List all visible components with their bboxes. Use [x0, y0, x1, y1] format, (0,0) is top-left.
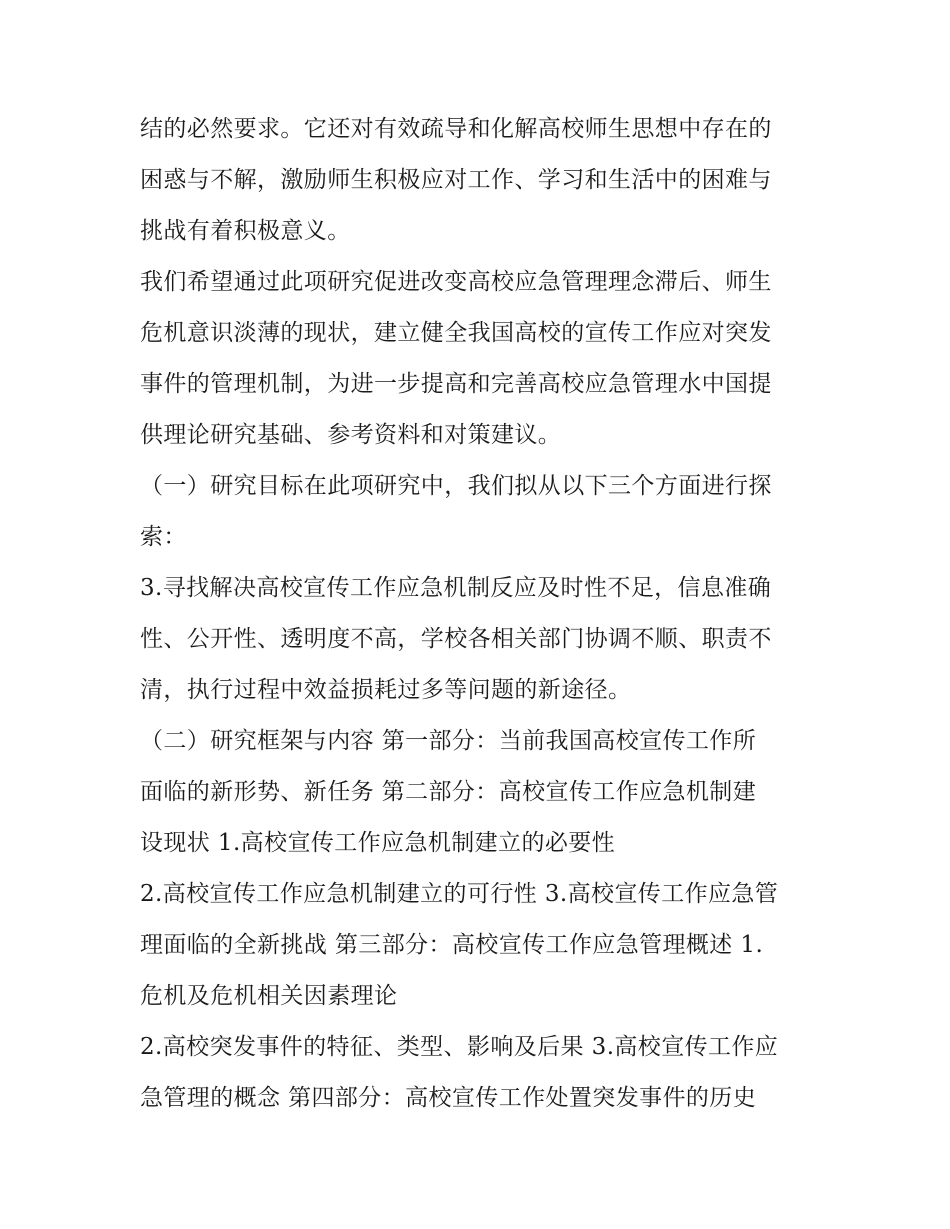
text-line-4: 我们希望通过此项研究促进改变高校应急管理理念滞后、师生 — [140, 269, 772, 295]
text-line-10: 3.寻找解决高校宣传工作应急机制反应及时性不足，信息准确 — [140, 575, 772, 601]
text-line-6: 事件的管理机制，为进一步提高和完善高校应急管理水中国提 — [140, 371, 772, 397]
text-line-1: 结的必然要求。它还对有效疏导和化解高校师生思想中存在的 — [140, 116, 772, 142]
text-line-15: 设现状 1.高校宣传工作应急机制建立的必要性 — [140, 830, 616, 856]
text-line-13: （二）研究框架与内容 第一部分：当前我国高校宣传工作所 — [140, 728, 757, 754]
text-line-8: （一）研究目标在此项研究中，我们拟从以下三个方面进行探 — [140, 473, 772, 499]
text-line-12: 清，执行过程中效益损耗过多等问题的新途径。 — [140, 677, 632, 703]
text-line-16: 2.高校宣传工作应急机制建立的可行性 3.高校宣传工作应急管 — [140, 881, 779, 907]
text-line-7: 供理论研究基础、参考资料和对策建议。 — [140, 422, 562, 448]
text-line-14: 面临的新形势、新任务 第二部分：高校宣传工作应急机制建 — [140, 779, 757, 805]
text-line-2: 困惑与不解，激励师生积极应对工作、学习和生活中的困难与 — [140, 167, 772, 193]
text-line-18: 危机及危机相关因素理论 — [140, 983, 398, 1009]
text-line-17: 理面临的全新挑战 第三部分：高校宣传工作应急管理概述 1. — [140, 932, 764, 958]
text-line-5: 危机意识淡薄的现状，建立健全我国高校的宣传工作应对突发 — [140, 320, 772, 346]
text-line-19: 2.高校突发事件的特征、类型、影响及后果 3.高校宣传工作应 — [140, 1034, 779, 1060]
text-line-9: 索： — [140, 524, 187, 550]
text-line-11: 性、公开性、透明度不高，学校各相关部门协调不顺、职责不 — [140, 626, 772, 652]
text-line-20: 急管理的概念 第四部分：高校宣传工作处置突发事件的历史 — [140, 1085, 757, 1111]
text-line-3: 挑战有着积极意义。 — [140, 218, 351, 244]
